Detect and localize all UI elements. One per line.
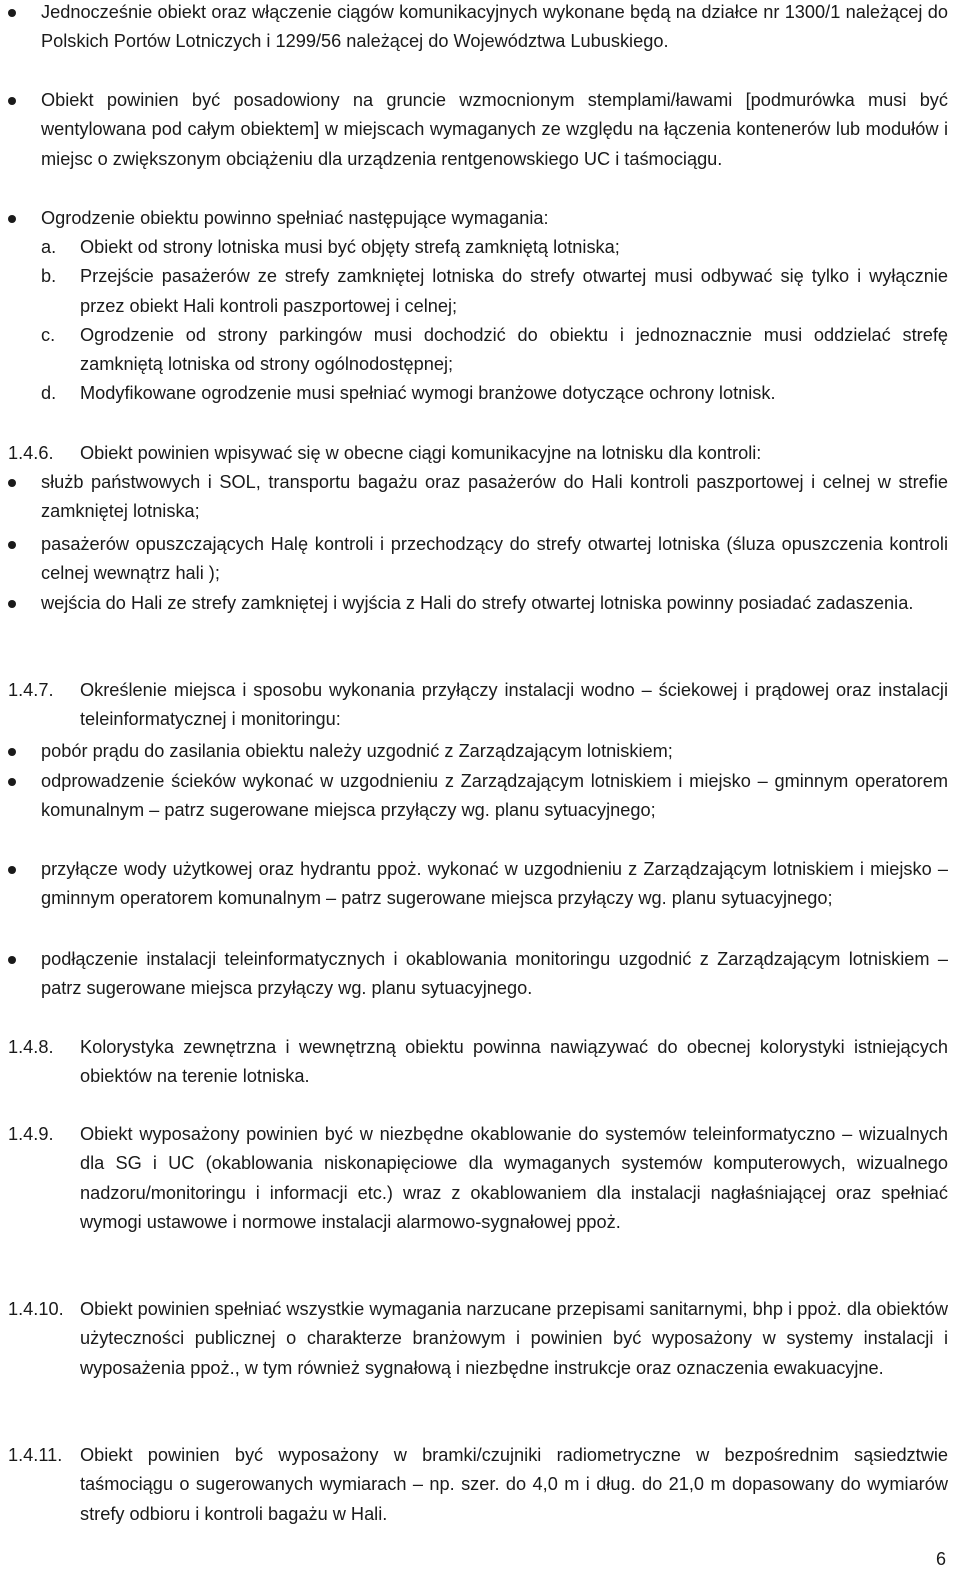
section-number: 1.4.10. (8, 1299, 64, 1319)
list-text: Modyfikowane ogrodzenie musi spełniać wymogi branżowe dotyczące ochrony lotnisk. (80, 383, 776, 404)
list-item (8, 262, 948, 321)
section-number: 1.4.6. (8, 443, 54, 463)
bullet-icon (8, 778, 16, 786)
bullet-item (8, 767, 948, 826)
list-label: a. (41, 237, 57, 257)
section-number: 1.4.9. (8, 1124, 54, 1144)
bullet-icon (8, 956, 16, 964)
list-item (8, 379, 948, 408)
list-item (8, 321, 948, 380)
list-label: b. (41, 266, 57, 287)
bullet-item (8, 530, 948, 589)
section-1-4-8 (8, 1033, 948, 1092)
bullet-icon (8, 479, 16, 487)
bullet-icon (8, 541, 16, 549)
section-text: Obiekt wyposażony powinien być w niezbędne okablowanie do systemów teleinformatyczno – wizualnych dla SG i UC (okablowania niskonapięciowe dla wymaganych systemów komputerowych, wizualnego nadzoru/monitoringu i informacji etc.) wraz z okablowaniem dla instalacji nagłaśniającej oraz spełniać wymogi ustawowe i normowe instalacji alarmowo-sygnałowej ppoż. (80, 1124, 948, 1232)
bullet-icon (8, 600, 16, 608)
bullet-item (8, 468, 948, 527)
list-label: c. (41, 324, 56, 345)
section-number: 1.4.8. (8, 1037, 54, 1057)
list-text: Obiekt od strony lotniska musi być objęty strefą zamkniętą lotniska; (80, 237, 620, 257)
section-text: Obiekt powinien spełniać wszystkie wymagania narzucane przepisami sanitarnymi, bhp i ppoż. dla obiektów użyteczności publicznej o charakterze branżowym i powinien być wyposażony w systemy instalacji i wyposażenia ppoż., w tym również sygnałową i niezbędne instrukcje oraz oznaczenia ewakuacyjne. (80, 1299, 948, 1378)
bullet-text: przyłącze wody użytkowej oraz hydrantu ppoż. wykonać w uzgodnieniu z Zarządzającym lotniskiem i miejsko – gminnym operatorem komunalnym – patrz sugerowane miejsca przyłączy wg. planu sytuacyjnego; (41, 859, 948, 909)
list-text: Przejście pasażerów ze strefy zamkniętej lotniska do strefy otwartej musi odbywać się tylko i wyłącznie przez obiekt Hali kontroli paszportowej i celnej; (80, 266, 948, 316)
section-1-4-11 (8, 1441, 948, 1529)
bullet-text: pobór prądu do zasilania obiektu należy uzgodnić z Zarządzającym lotniskiem; (41, 741, 673, 761)
list-item (8, 233, 948, 262)
section-text: Obiekt powinien być wyposażony w bramki/czujniki radiometryczne w bezpośrednim sąsiedztwie taśmociągu o sugerowanych wymiarach – np. szer. do 4,0 m i dług. do 21,0 m dopasowany do wymiarów strefy odbioru i kontroli bagażu w Hali. (80, 1445, 948, 1524)
section-text: Kolorystyka zewnętrzna i wewnętrzną obiektu powinna nawiązywać do obecnej kolorystyki istniejących obiektów na terenie lotniska. (80, 1037, 948, 1087)
bullet-item (8, 589, 948, 618)
bullet-icon (8, 748, 16, 756)
section-1-4-10 (8, 1295, 948, 1383)
bullet-text: wejścia do Hali ze strefy zamkniętej i wyjścia z Hali do strefy otwartej lotniska powinny posiadać zadaszenia. (41, 593, 914, 613)
section-heading: Obiekt powinien wpisywać się w obecne ciągi komunikacyjne na lotnisku dla kontroli: (80, 443, 762, 463)
section-heading: Określenie miejsca i sposobu wykonania przyłączy instalacji wodno – ściekowej i prądowej oraz instalacji teleinformatycznej i monitoringu: (80, 680, 948, 730)
bullet-text: odprowadzenie ścieków wykonać w uzgodnieniu z Zarządzającym lotniskiem i miejsko – gminnym operatorem komunalnym – patrz sugerowane miejsca przyłączy wg. planu sytuacyjnego; (41, 771, 948, 821)
bullet-item (8, 945, 948, 1004)
section-number: 1.4.11. (8, 1445, 63, 1465)
bullet-icon (8, 866, 16, 874)
page-number: 6 (935, 1549, 946, 1569)
bullet-item (8, 0, 948, 57)
foundation-paragraph: Obiekt powinien być posadowiony na gruncie wzmocnionym stemplami/ławami [podmurówka musi być wentylowana pod całym obiektem] w miejscach wymaganych ze względu na łączenia kontenerów lub modułów i miejsc o zwiększonym obciążeniu dla urządzenia rentgenowskiego UC i taśmociągu. (41, 90, 948, 169)
section-1-4-7 (8, 676, 948, 735)
section-1-4-9 (8, 1120, 948, 1237)
bullet-icon (8, 215, 16, 223)
bullet-item (8, 204, 948, 233)
bullet-item (8, 737, 948, 766)
fence-list (8, 233, 948, 409)
section-1-4-6 (8, 439, 948, 468)
bullet-text: pasażerów opuszczających Halę kontroli i przechodzący do strefy otwartej lotniska (śluza opuszczenia kontroli celnej wewnątrz hali ); (41, 534, 948, 584)
bullet-item (8, 86, 948, 174)
list-text: Ogrodzenie od strony parkingów musi dochodzić do obiektu i jednoznacznie musi oddzielać strefę zamkniętą lotniska od strony ogólnodostępnej; (80, 324, 948, 375)
top-paragraph: Jednocześnie obiekt oraz włączenie ciągów komunikacyjnych wykonane będą na działce nr 1300/1 należącej do Polskich Portów Lotniczych i 1299/56 należącej do Województwa Lubuskiego. (41, 2, 948, 52)
bullet-item (8, 855, 948, 914)
bullet-icon (8, 97, 16, 105)
section-number: 1.4.7. (8, 680, 54, 700)
bullet-icon (8, 9, 16, 17)
fence-paragraph: Ogrodzenie obiektu powinno spełniać następujące wymagania: (41, 208, 549, 228)
bullet-text: służb państwowych i SOL, transportu bagażu oraz pasażerów do Hali kontroli paszportowej i celnej w strefie zamkniętej lotniska; (41, 472, 948, 522)
list-label: d. (41, 383, 57, 404)
bullet-text: podłączenie instalacji teleinformatycznych i okablowania monitoringu uzgodnić z Zarządzającym lotniskiem – patrz sugerowane miejsca przyłączy wg. planu sytuacyjnego. (41, 949, 948, 999)
